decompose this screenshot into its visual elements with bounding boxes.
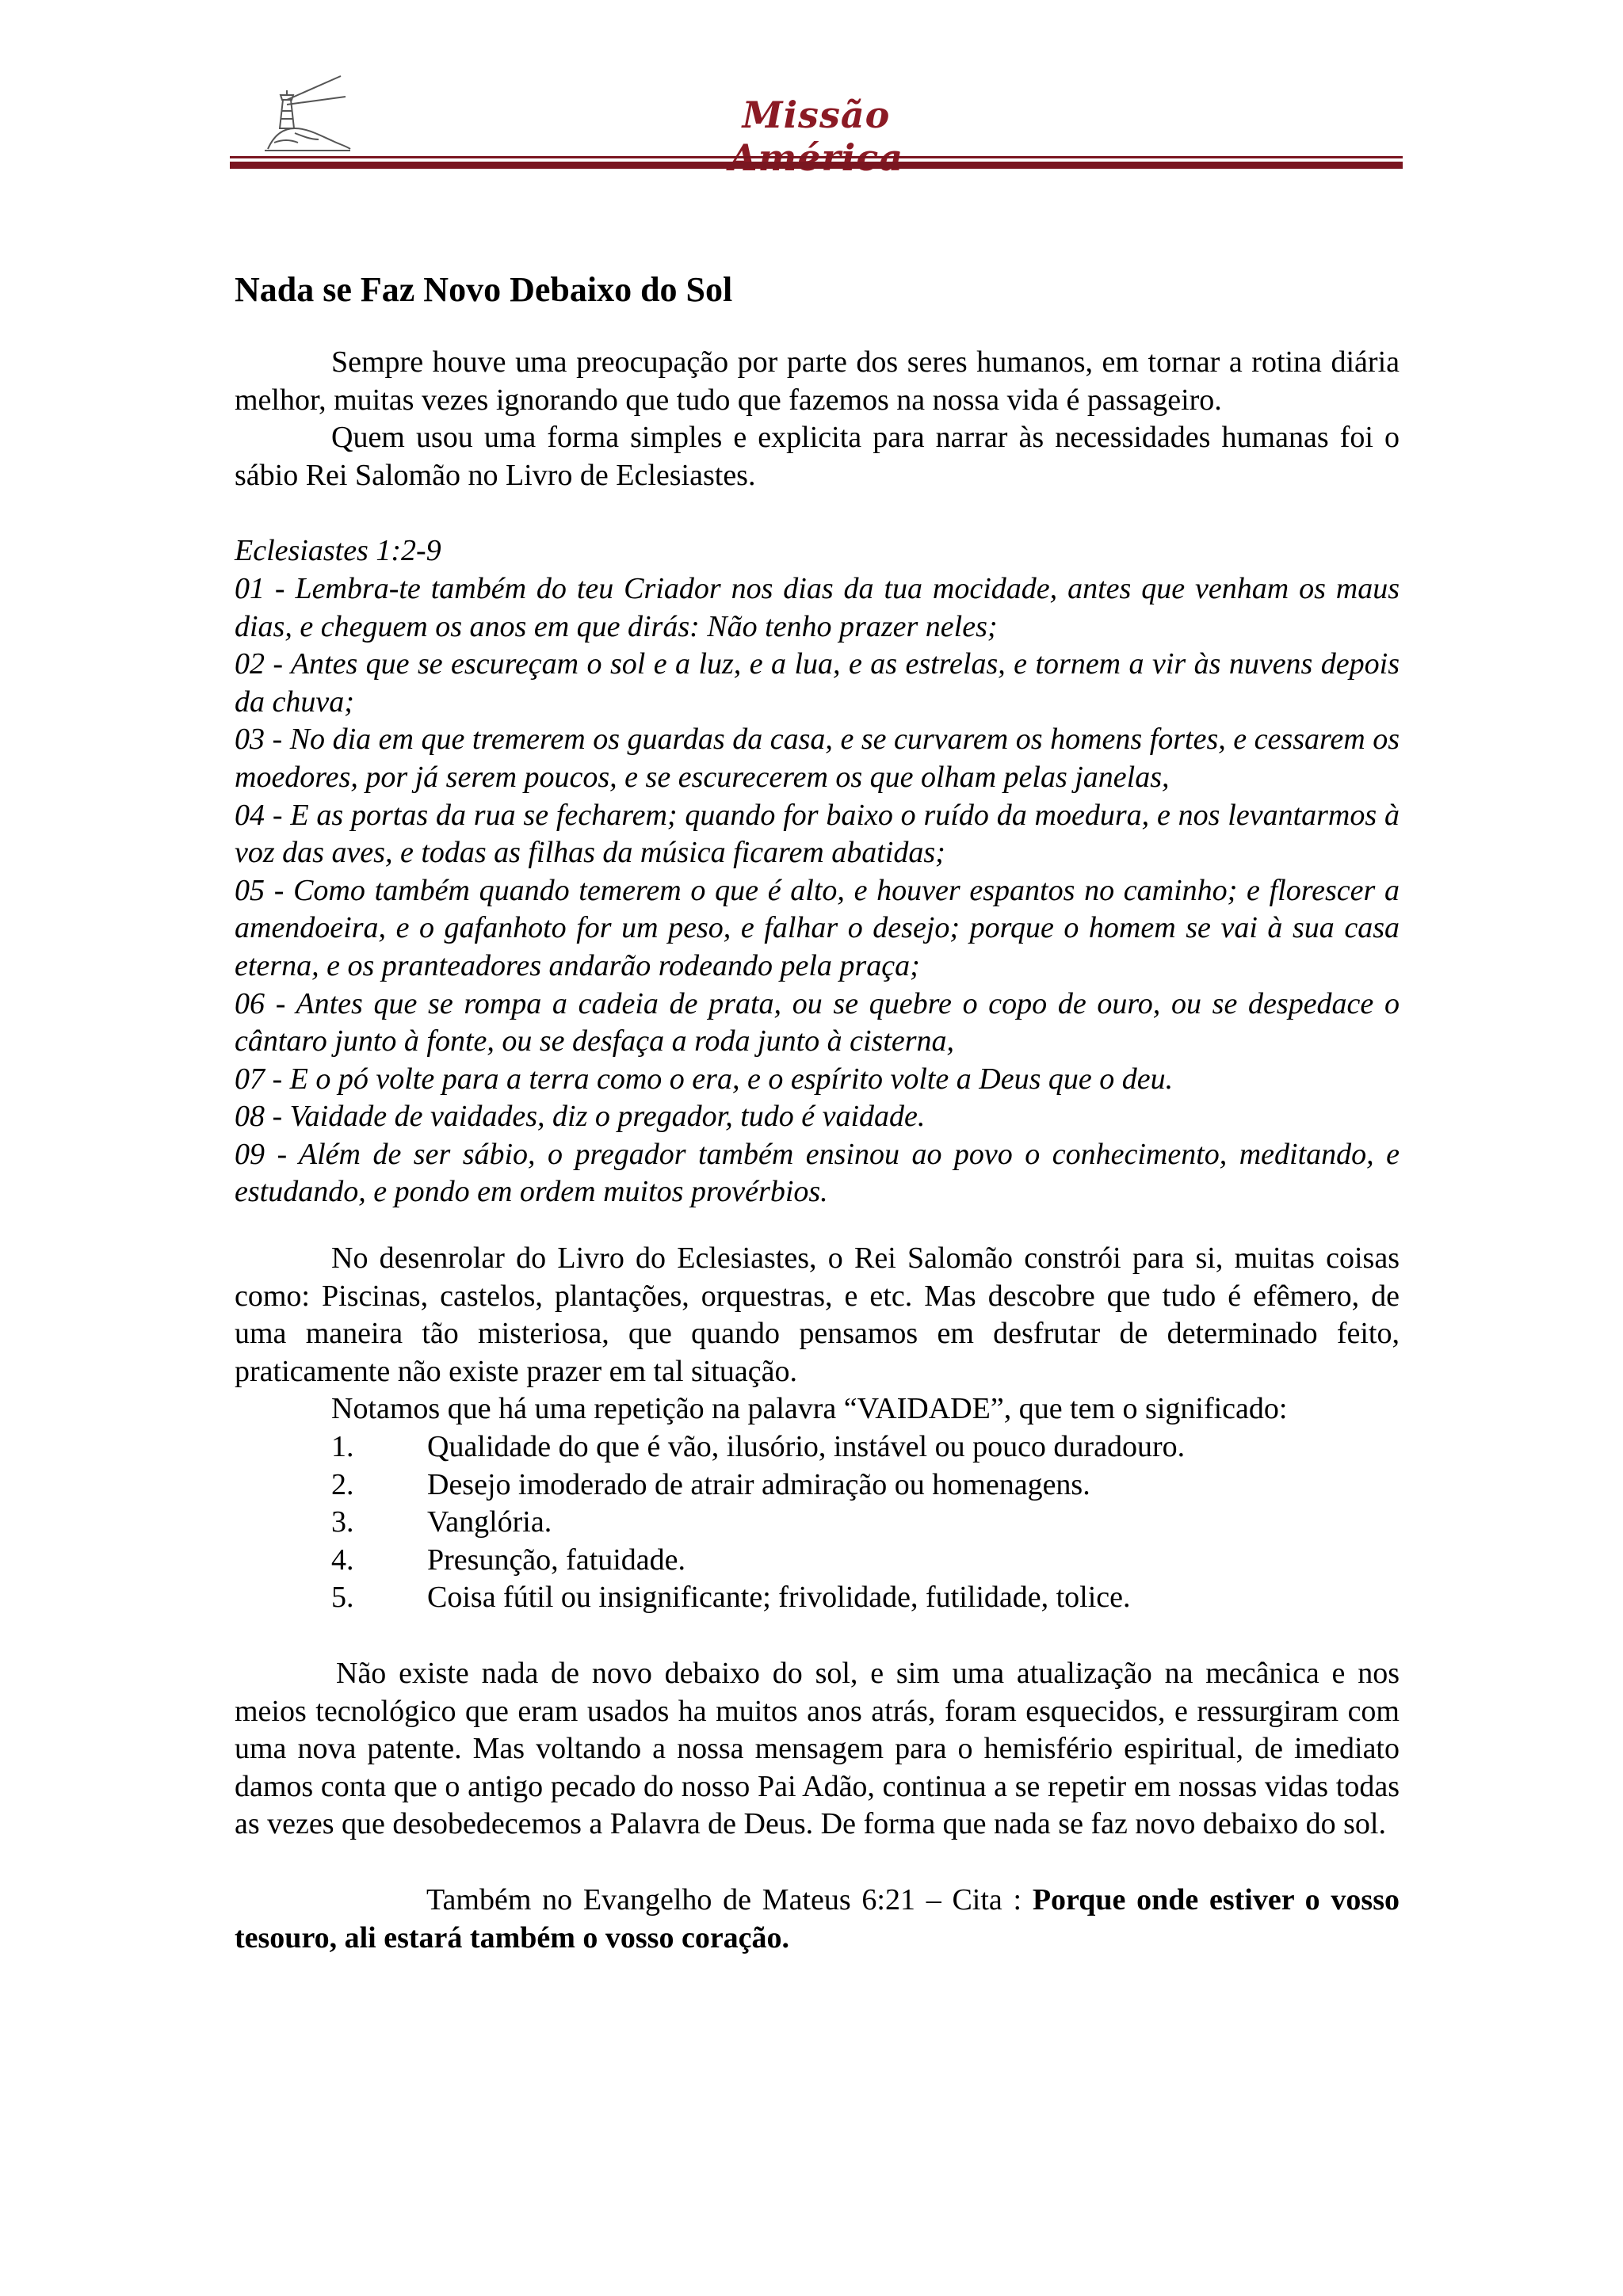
- brand-title: Missão: [742, 93, 891, 136]
- list-item: [235, 1579, 1400, 1617]
- list-item-text: Presunção, fatuidade.: [427, 1543, 686, 1577]
- list-item-text: Qualidade do que é vão, ilusório, instável ou pouco duradouro.: [427, 1430, 1186, 1464]
- development-paragraph-2: Notamos que há uma repetição na palavra “VAIDADE”, que tem o significado:: [331, 1392, 1288, 1426]
- list-item: [235, 1542, 1400, 1580]
- header-rule-thick: [230, 162, 1403, 169]
- list-item-text: Vanglória.: [427, 1505, 552, 1539]
- list-item-text: Desejo imoderado de atrair admiração ou homenagens.: [427, 1467, 1090, 1501]
- list-item: [235, 1466, 1400, 1505]
- list-item-number: 2.: [331, 1467, 354, 1501]
- scripture-block: [235, 532, 1400, 1211]
- list-item: [235, 1428, 1400, 1466]
- closing-paragraph: [235, 1882, 1400, 1957]
- page-title: Nada se Faz Novo Debaixo do Sol: [235, 270, 733, 309]
- verse-01: 01 - Lembra-te também do teu Criador nos dias da tua mocidade, antes que venham os maus dias, e cheguem os anos em que dirás: Não tenho prazer neles;: [235, 571, 1400, 643]
- spacer: [235, 494, 1400, 532]
- verse-04: 04 - E as portas da rua se fecharem; quando for baixo o ruído da moedura, e nos levantarmos à voz das aves, e todas as filhas da música ficarem abatidas;: [235, 798, 1400, 870]
- development-paragraph-1: No desenrolar do Livro do Eclesiastes, o Rei Salomão constrói para si, muitas coisas como: Piscinas, castelos, plantações, orquestras, e etc. Mas descobre que tudo é efêmero, de uma maneira tão misteriosa, que quando pensamos em desfrutar de determinado feito, praticamente não existe prazer em tal situação.: [235, 1241, 1400, 1388]
- lighthouse-icon: [263, 73, 352, 154]
- intro-paragraph-2: Quem usou uma forma simples e explicita para narrar às necessidades humanas foi o sábio Rei Salomão no Livro de Eclesiastes.: [235, 421, 1400, 492]
- scripture-reference: Eclesiastes 1:2-9: [235, 534, 441, 568]
- verse-09: 09 - Além de ser sábio, o pregador também ensinou ao povo o conhecimento, meditando, e estudando, e pondo em ordem muitos provérbios.: [235, 1137, 1400, 1209]
- list-item: [235, 1504, 1400, 1542]
- list-item-number: 3.: [331, 1505, 354, 1539]
- intro-paragraph-1: Sempre houve uma preocupação por parte dos seres humanos, em tornar a rotina diária melhor, muitas vezes ignorando que tudo que fazemos na nossa vida é passageiro.: [235, 345, 1400, 417]
- verse-05: 05 - Como também quando temerem o que é alto, e houver espantos no caminho; e florescer a amendoeira, e o gafanhoto for um peso, e falhar o desejo; porque o homem se vai à sua casa eterna, e os pranteadores andarão rodeando pela praça;: [235, 873, 1400, 982]
- list-item-number: 4.: [331, 1543, 354, 1577]
- spacer: [235, 1844, 1400, 1882]
- verse-03: 03 - No dia em que tremerem os guardas da casa, e se curvarem os homens fortes, e cessarem os moedores, por já serem poucos, e se escurecerem os que olham pelas janelas,: [235, 723, 1400, 794]
- closing-quote: Porque onde estiver o vosso tesouro, ali estará também o vosso coração.: [235, 1882, 1400, 1955]
- spacer: [235, 1617, 1400, 1655]
- spacer: [235, 1211, 1400, 1240]
- header-rule-thin: [230, 156, 1403, 158]
- list-item-number: 5.: [331, 1581, 354, 1615]
- article-body: [235, 266, 1400, 1957]
- meanings-list: [235, 1428, 1400, 1617]
- list-item-number: 1.: [331, 1430, 354, 1464]
- verse-08: 08 - Vaidade de vaidades, diz o pregador, tudo é vaidade.: [235, 1100, 926, 1134]
- verse-06: 06 - Antes que se rompa a cadeia de prata, ou se quebre o copo de ouro, ou se despedace o cântaro junto à fonte, ou se desfaça a roda junto à cisterna,: [235, 986, 1400, 1058]
- closing-lead: Também no Evangelho de Mateus 6:21 – Cita :: [426, 1882, 1033, 1917]
- conclusion-paragraph: Não existe nada de novo debaixo do sol, e sim uma atualização na mecânica e nos meios tecnológico que eram usados ha muitos anos atrás, foram esquecidos, e ressurgiram com uma nova patente. Mas voltando a nossa mensagem para o hemisfério espiritual, de imediato damos conta que o antigo pecado do nosso Pai Adão, continua a se repetir em nossas vidas todas as vezes que desobedecemos a Palavra de Deus. De forma que nada se faz novo debaixo do sol.: [235, 1657, 1400, 1841]
- verse-02: 02 - Antes que se escureçam o sol e a luz, e a lua, e as estrelas, e tornem a vir às nuvens depois da chuva;: [235, 647, 1400, 719]
- list-item-text: Coisa fútil ou insignificante; frivolidade, futilidade, tolice.: [427, 1581, 1131, 1615]
- verse-07: 07 - E o pó volte para a terra como o era, e o espírito volte a Deus que o deu.: [235, 1062, 1174, 1096]
